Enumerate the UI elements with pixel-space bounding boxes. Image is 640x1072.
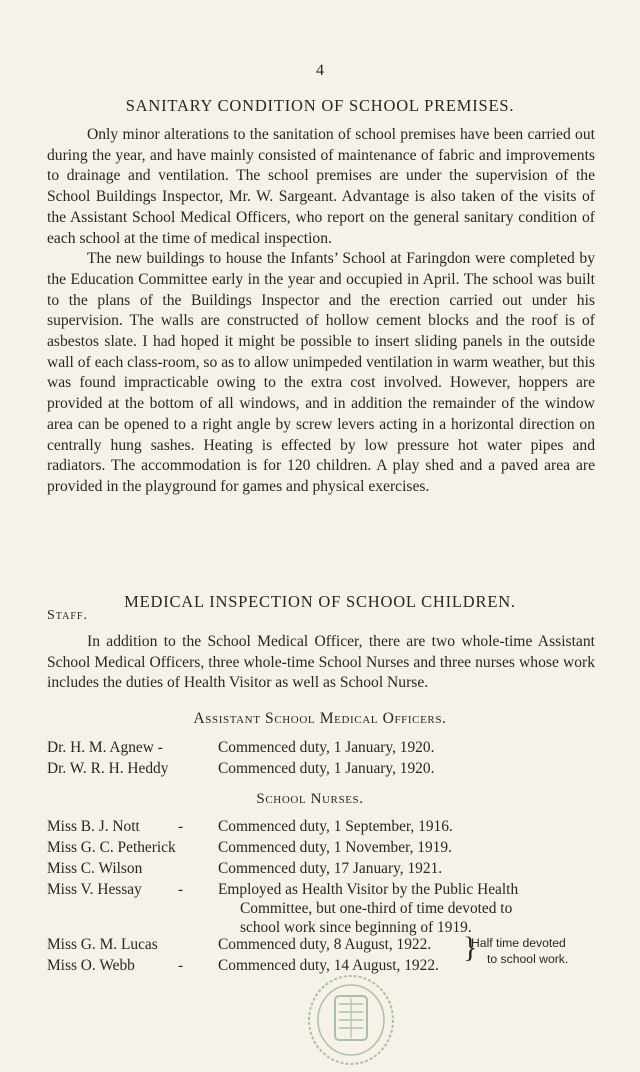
officer-duty: Commenced duty, 1 January, 1920. bbox=[218, 739, 435, 756]
nurse-dash: - bbox=[178, 957, 184, 974]
nurse-duty-line: Committee, but one-third of time devoted to bbox=[240, 900, 513, 917]
nurse-duty: Commenced duty, 17 January, 1921. bbox=[218, 860, 443, 877]
staff-label: Staff. bbox=[47, 608, 88, 623]
nurse-name: Miss C. Wilson bbox=[47, 860, 143, 877]
nurse-duty: Commenced duty, 1 September, 1916. bbox=[218, 818, 453, 835]
half-time-note-line: Half time devoted bbox=[471, 936, 566, 950]
nurse-dash: - bbox=[178, 881, 184, 898]
library-stamp-icon bbox=[305, 972, 397, 1068]
nurse-duty-line: Employed as Health Visitor by the Public Health bbox=[218, 881, 519, 898]
assistants-heading: Assistant School Medical Officers. bbox=[193, 710, 447, 727]
staff-intro bbox=[47, 632, 595, 694]
nurse-duty-line: school work since beginning of 1919. bbox=[240, 919, 472, 936]
paragraph: Only minor alterations to the sanitation of school premises have been carried out during the year, and have mainly consisted of maintenance of fabric and improvements to drainage and ventilation. The school premises are under the supervision of the School Buildings Inspector, Mr. W. Sargeant. Advantage is also taken of the visits of the Assistant School Medical Officers, who report on the general sanitary condition of each school at the time of medical inspection. bbox=[47, 126, 595, 247]
paragraph: In addition to the School Medical Officer, there are two whole-time Assistant School Medical Officers, three whole-time School Nurses and three nurses whose work includes the duties of Health Visitor as well as School Nurse. bbox=[47, 633, 595, 692]
officer-duty: Commenced duty, 1 January, 1920. bbox=[218, 760, 435, 777]
paragraph: The new buildings to house the Infants’ School at Faringdon were completed by the Education Committee early in the year and occupied in April. The school was built to the plans of the Buildings Inspector and the erection carried out under his supervision. The walls are constructed of hollow cement blocks and the roof is of asbestos slate. I had hoped it might be possible to insert sliding panels in the outside wall of each class-room, so as to allow unimpeded ventilation in warm weather, but this was found impracticable owing to the extra cost involved. However, hoppers are provided at the bottom of all windows, and in addition the remainder of the window area can be opened to a right angle by screw levers acting in a horizontal direction on centrally hung sashes. Heating is effected by low pressure hot water pipes and radiators. The accommodation is for 120 children. A play shed and a paved area are provided in the playground for games and physical exercises. bbox=[47, 250, 595, 495]
sanitary-body bbox=[47, 125, 595, 498]
nurse-name: Miss B. J. Nott bbox=[47, 818, 140, 835]
section-heading-sanitary: SANITARY CONDITION OF SCHOOL PREMISES. bbox=[125, 96, 515, 115]
brace-icon: } bbox=[463, 931, 478, 964]
nurse-duty: Commenced duty, 14 August, 1922. bbox=[218, 957, 439, 974]
officer-name: Dr. H. M. Agnew - bbox=[47, 739, 163, 756]
nurse-name: Miss G. M. Lucas bbox=[47, 936, 158, 953]
nurse-name: Miss O. Webb bbox=[47, 957, 135, 974]
page-number: 4 bbox=[316, 62, 324, 79]
nurse-duty: Commenced duty, 8 August, 1922. bbox=[218, 936, 432, 953]
half-time-note-line: to school work. bbox=[487, 952, 569, 966]
nurse-duty: Commenced duty, 1 November, 1919. bbox=[218, 839, 452, 856]
nurse-name: Miss V. Hessay bbox=[47, 881, 142, 898]
nurse-dash: - bbox=[178, 818, 184, 835]
section-heading-medical: MEDICAL INSPECTION OF SCHOOL CHILDREN. bbox=[124, 592, 516, 611]
officer-name: Dr. W. R. H. Heddy bbox=[47, 760, 169, 777]
nurse-name: Miss G. C. Petherick bbox=[47, 839, 176, 856]
nurses-heading: School Nurses. bbox=[256, 791, 364, 807]
